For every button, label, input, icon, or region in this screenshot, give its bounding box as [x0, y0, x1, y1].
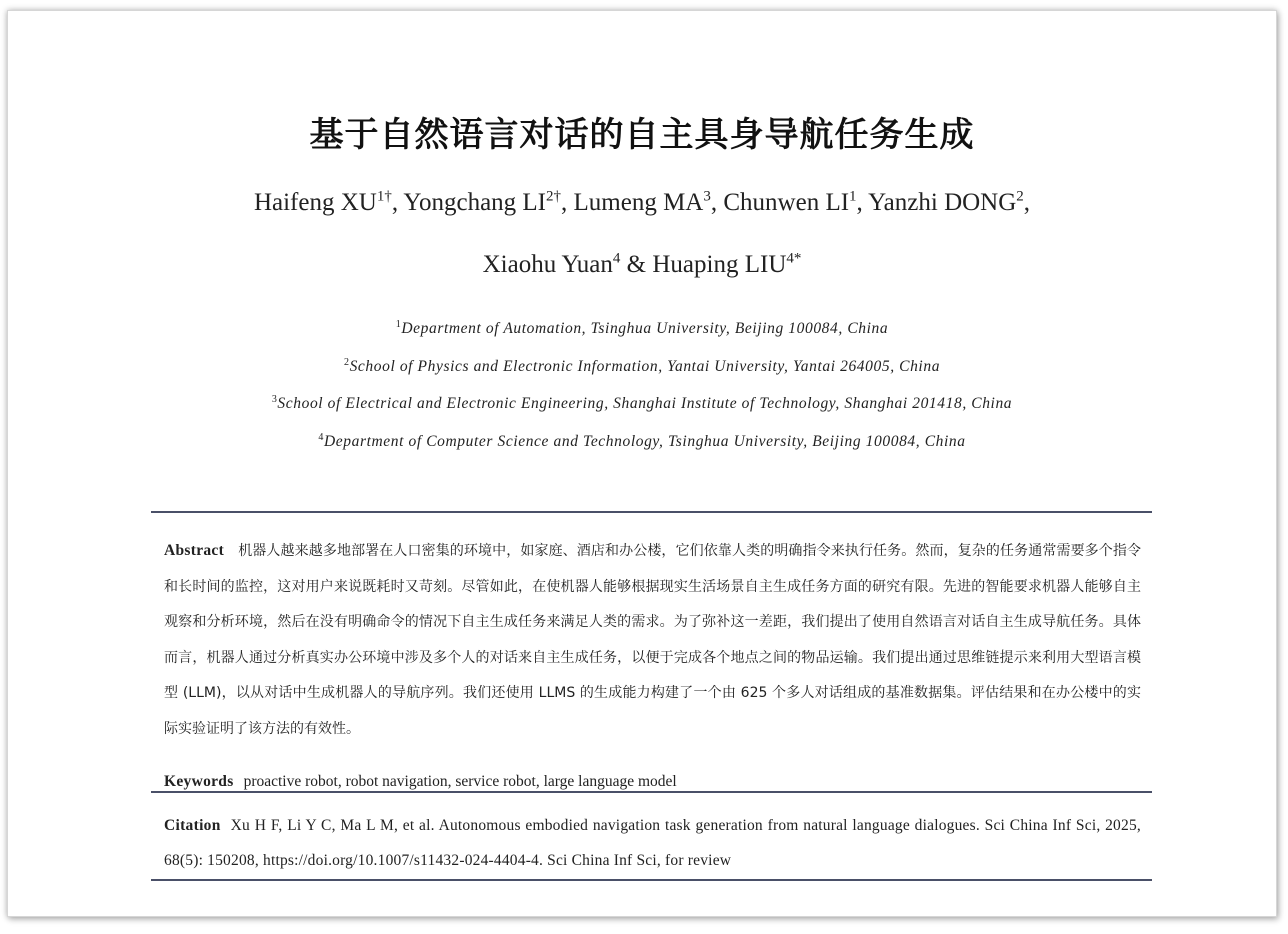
abstract: [164, 533, 1141, 748]
author: Huaping $LIU^{4*}$: [652, 250, 802, 278]
citation: [164, 808, 1141, 878]
bottom-rule: [151, 879, 1152, 881]
author: Xiaohu Yuan$^4$ &: [482, 250, 653, 278]
affiliation: $^3$School of Electrical and Electronic Engineering, Shanghai Institute of Technology, Shanghai 201418, China: [271, 393, 1013, 412]
affiliation: $^1$Department of Automation, Tsinghua University, Beijing 100084, China: [395, 318, 889, 337]
keywords-text: proactive robot, robot navigation, service robot, large language model: [243, 773, 677, 790]
abstract-label: Abstract: [164, 542, 225, 559]
citation-text: Xu H F, Li Y C, Ma L M, et al. Autonomous embodied navigation task generation from natural language dialogues. Sci China Inf Sci, 2025, 68(5): 150208, https://doi.org/10.1007/s11432-024-4404-4. Sci China Inf Sci, for review: [164, 817, 1141, 869]
keywords-label: Keywords: [164, 773, 234, 790]
author: Lumeng $MA^3$,: [573, 188, 724, 216]
author: Haifeng $XU^{1\dagger}$,: [253, 188, 404, 216]
author: Yanzhi DONG$^2$,: [868, 188, 1031, 216]
keywords: [164, 773, 1141, 791]
paper-page: [7, 10, 1277, 917]
paper-title: 基于自然语言对话的自主具身导航任务生成: [309, 115, 975, 155]
middle-rule: [151, 791, 1152, 793]
author: Yongchang $LI^{2\dagger}$,: [403, 188, 574, 216]
abstract-text: 机器人越来越多地部署在人口密集的环境中，如家庭、酒店和办公楼，它们依靠人类的明确指令来执行任务。然而，复杂的任务通常需要多个指令和长时间的监控，这对用户来说既耗时又苛刻。尽管如此，在使机器人能够根据现实生活场景自主生成任务方面的研究有限。先进的智能要求机器人能够自主观察和分析环境，然后在没有明确命令的情况下自主生成任务来满足人类的需求。为了弥补这一差距，我们提出了使用自然语言对话自主生成导航任务。具体而言，机器人通过分析真实办公环境中涉及多个人的对话来自主生成任务，以便于完成各个地点之间的物品运输。我们提出通过思维链提示来利用大型语言模型 (LLM)，以从对话中生成机器人的导航序列。我们还使用 LLMS 的生成能力构建了一个由 625 个多人对话组成的基准数据集。评估结果和在办公楼中的实际实验证明了该方法的有效性。: [164, 543, 1141, 737]
author: Chunwen $LI^1$,: [723, 188, 869, 216]
affiliation: $^4$Department of Computer Science and Technology, Tsinghua University, Beijing 100084, China: [318, 431, 966, 450]
author-list-line-2: [8, 251, 1276, 279]
author-list-line-1: [8, 189, 1276, 217]
affiliation: $^2$School of Physics and Electronic Information, Yantai University, Yantai 264005, China: [343, 356, 941, 375]
citation-label: Citation: [164, 817, 221, 834]
top-rule: [151, 511, 1152, 513]
